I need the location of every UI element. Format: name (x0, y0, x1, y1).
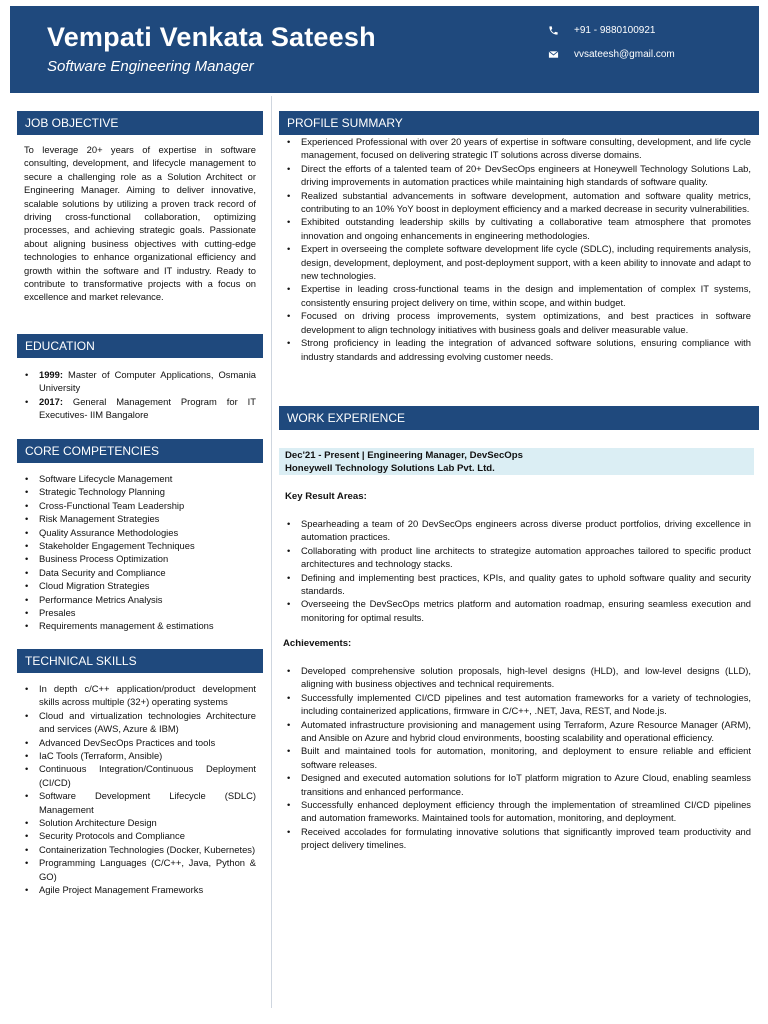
list-item: • Successfully enhanced deployment efficiency through the implementation of streamlined CI/CD pipelines and automation frameworks. Maintained tools for automation, monitoring, and deployment. (281, 798, 751, 825)
list-item: • Software Development Lifecycle (SDLC) Management (24, 789, 256, 816)
list-item: • Direct the efforts of a talented team of 20+ DevSecOps engineers at Honeywell Technology Solutions Lab, driving improvements in automation practices while maintaining high standards of software quality. (281, 162, 751, 189)
list-item: • Built and maintained tools for automation, monitoring, and deployment to ensure reliable and efficient software releases. (281, 744, 751, 771)
core-competencies-list (24, 472, 256, 633)
phone-number[interactable]: +91 - 9880100921 (574, 25, 656, 36)
education-heading: EDUCATION (17, 334, 263, 358)
list-item: • Successfully implemented CI/CD pipelines and test automation frameworks for a variety of technologies, including containerized applications, firmware in C/C++, .NET, Java, REST, and Node.js. (281, 691, 751, 718)
contact-email (548, 49, 675, 60)
list-item: • Programming Languages (C/C++, Java, Python & GO) (24, 856, 256, 883)
list-item: • Cross-Functional Team Leadership (24, 499, 256, 512)
profile-summary-list (281, 135, 751, 363)
list-item: • Strong proficiency in leading the integration of advanced software solutions, ensuring compliance with industry standards and addressing evolving customer needs. (281, 336, 751, 363)
list-item: • Performance Metrics Analysis (24, 593, 256, 606)
list-item: • Collaborating with product line architects to strategize automation approaches tailored to specific product architectures and technology stacks. (281, 544, 751, 571)
list-item: • Developed comprehensive solution proposals, high-level designs (HLD), and low-level designs (LLD), aligning with business objectives and technical requirements. (281, 664, 751, 691)
list-item: • Solution Architecture Design (24, 816, 256, 829)
list-item: • Designed and executed automation solutions for IoT platform migration to Azure Cloud, enabling seamless transitions and enhanced performance. (281, 771, 751, 798)
list-item: • Expert in overseeing the complete software development life cycle (SDLC), including requirements analysis, design, development, deployment, and post-deployment support, with a keen ability to innovate and adapt to new technologies. (281, 242, 751, 282)
list-item: • 2017: General Management Program for IT Executives- IIM Bangalore (24, 395, 256, 422)
phone-icon (548, 25, 559, 36)
achievements-label: Achievements: (283, 638, 352, 649)
candidate-role: Software Engineering Manager (47, 58, 254, 75)
list-item: • Quality Assurance Methodologies (24, 526, 256, 539)
list-item: • Presales (24, 606, 256, 619)
technical-skills-list (24, 682, 256, 897)
list-item: • Spearheading a team of 20 DevSecOps engineers across diverse product portfolios, driving excellence in automation practices. (281, 517, 751, 544)
core-competencies-heading: CORE COMPETENCIES (17, 439, 263, 463)
list-item: • Defining and implementing best practices, KPIs, and quality gates to uphold software quality and security standards. (281, 571, 751, 598)
kra-label: Key Result Areas: (285, 491, 367, 502)
list-item: • Continuous Integration/Continuous Deployment (CI/CD) (24, 762, 256, 789)
list-item: • In depth c/C++ application/product development skills across multiple (32+) operating systems (24, 682, 256, 709)
list-item: • 1999: Master of Computer Applications, Osmania University (24, 368, 256, 395)
list-item: • Business Process Optimization (24, 552, 256, 565)
education-list (24, 368, 256, 422)
achievements-list (281, 664, 751, 852)
list-item: • Experienced Professional with over 20 years of expertise in software consulting, development, and life cycle management, focused on delivering strategic IT solutions across diverse domains. (281, 135, 751, 162)
contact-phone (548, 25, 655, 36)
list-item: • Expertise in leading cross-functional teams in the design and implementation of complex IT systems, consistently ensuring project delivery on time, within scope, and within budget. (281, 282, 751, 309)
list-item: • Software Lifecycle Management (24, 472, 256, 485)
list-item: • IaC Tools (Terraform, Ansible) (24, 749, 256, 762)
column-divider (271, 96, 272, 1008)
list-item: • Requirements management & estimations (24, 619, 256, 632)
list-item: • Advanced DevSecOps Practices and tools (24, 736, 256, 749)
technical-skills-heading: TECHNICAL SKILLS (17, 649, 263, 673)
job-header (279, 448, 754, 475)
company-line: Honeywell Technology Solutions Lab Pvt. Ltd. (285, 463, 495, 474)
list-item: • Data Security and Compliance (24, 566, 256, 579)
job-title-line: Dec'21 - Present | Engineering Manager, DevSecOps (285, 450, 523, 461)
list-item: • Strategic Technology Planning (24, 485, 256, 498)
resume-header (10, 6, 759, 93)
candidate-name: Vempati Venkata Sateesh (47, 22, 376, 52)
list-item: • Realized substantial advancements in software development, automation and software quality metrics, contributing to an 10% YoY boost in deployment efficiency and a marked decrease in security vulnerabilities. (281, 189, 751, 216)
list-item: • Exhibited outstanding leadership skills by cultivating a collaborative team atmosphere that promotes innovation and ongoing enhancements in engineering methodologies. (281, 215, 751, 242)
work-experience-heading: WORK EXPERIENCE (279, 406, 759, 430)
list-item: • Agile Project Management Frameworks (24, 883, 256, 896)
list-item: • Received accolades for formulating innovative solutions that significantly improved team productivity and project delivery timelines. (281, 825, 751, 852)
kra-list (281, 517, 751, 624)
list-item: • Risk Management Strategies (24, 512, 256, 525)
list-item: • Cloud Migration Strategies (24, 579, 256, 592)
envelope-icon (548, 49, 559, 60)
job-objective-text: To leverage 20+ years of expertise in software consulting, development, and lifecycle management to secure a challenging role as a Solution Architect or Engineering Manager. Aiming to deliver innovative, scalable solutions by utilizing a proven track record of driving cross-functional collaboration, optimizing processes, and achieving strategic goals. Passionate about aligning business objectives with cutting-edge technologies to enhance organizational efficiency and growth within the software and IT industry. Ready to contribute to transformative projects with a focus on excellence and market relevance. (24, 144, 256, 303)
email-address[interactable]: vvsateesh@gmail.com (574, 49, 675, 60)
list-item: • Containerization Technologies (Docker, Kubernetes) (24, 843, 256, 856)
list-item: • Cloud and virtualization technologies Architecture and services (AWS, Azure & IBM) (24, 709, 256, 736)
profile-summary-heading: PROFILE SUMMARY (279, 111, 759, 135)
list-item: • Stakeholder Engagement Techniques (24, 539, 256, 552)
list-item: • Overseeing the DevSecOps metrics platform and automation roadmap, ensuring seamless execution and monitoring for optimal results. (281, 597, 751, 624)
list-item: • Security Protocols and Compliance (24, 829, 256, 842)
list-item: • Automated infrastructure provisioning and management using Terraform, Azure Resource Manager (ARM), and Ansible on Azure and hybrid cloud environments, boosting scalability and operational efficiency. (281, 718, 751, 745)
job-objective-heading: JOB OBJECTIVE (17, 111, 263, 135)
list-item: • Focused on driving process improvements, system optimizations, and best practices in software development to align technology initiatives with business goals and deliver measurable value. (281, 309, 751, 336)
